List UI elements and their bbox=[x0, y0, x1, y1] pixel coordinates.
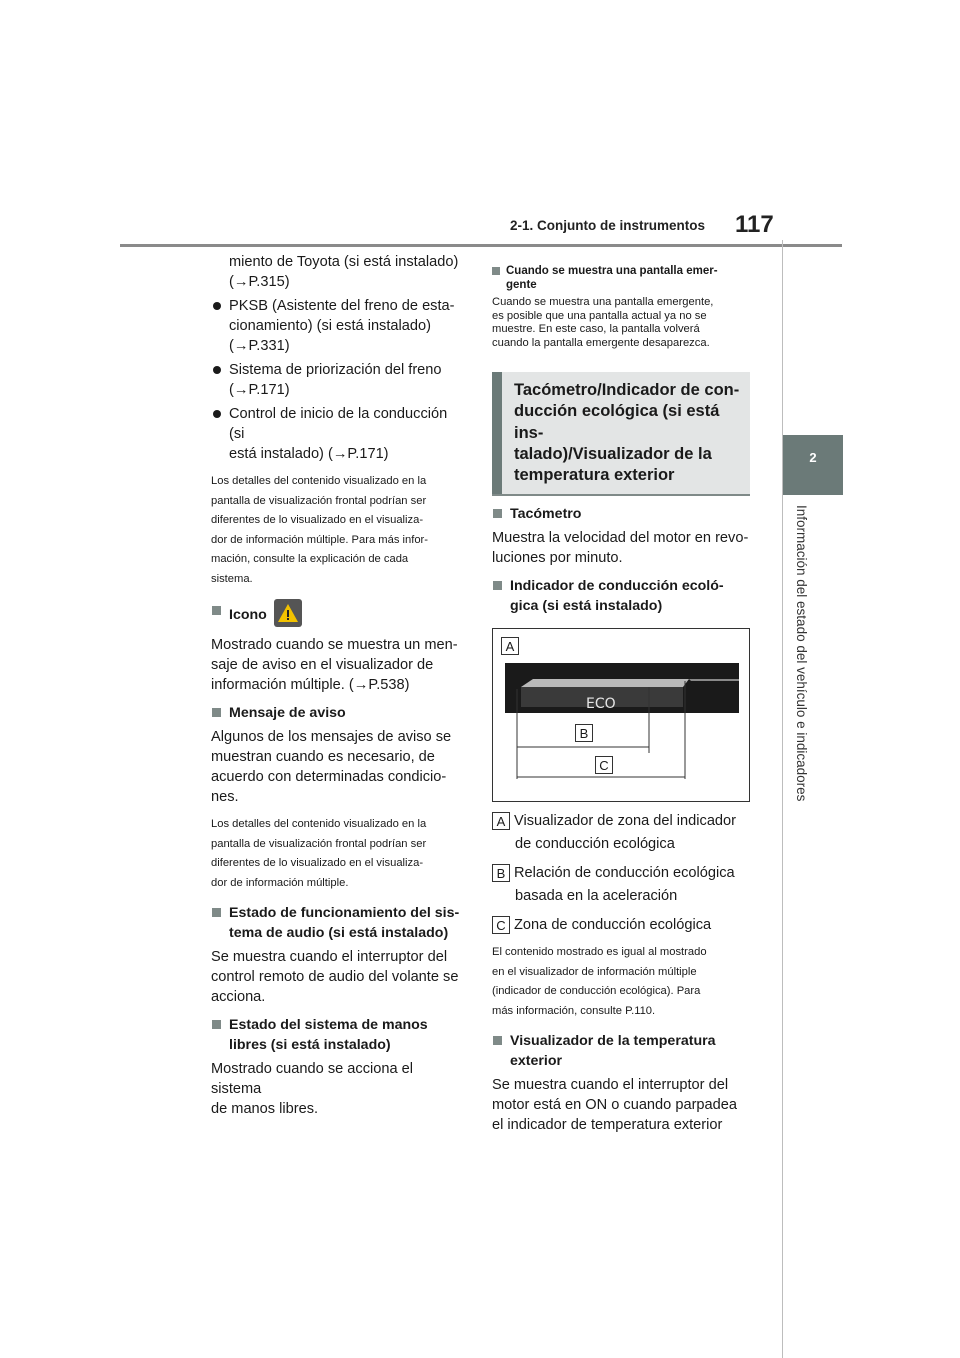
header-rule bbox=[120, 244, 842, 247]
heading-mensaje-aviso: Mensaje de aviso bbox=[211, 703, 466, 723]
eco-indicator-diagram bbox=[492, 628, 750, 802]
audio-body: Se muestra cuando el interruptor del control remoto de audio del volante se acciona. bbox=[211, 949, 459, 1005]
heading-popup: Cuando se muestra una pantalla emer- gente bbox=[492, 265, 752, 292]
aviso-body: Algunos de los mensajes de aviso se muestran cuando es necesario, de acuerdo con determinadas condicio- nes. bbox=[211, 729, 452, 805]
right-column bbox=[492, 265, 752, 1135]
heading-eco-indicator: Indicador de conducción ecoló- gica (si está instalado) bbox=[492, 576, 752, 616]
legend-item-c: C Zona de conducción ecológica bbox=[492, 914, 752, 937]
legend-item-b: B Relación de conducción ecológica basada en la aceleración bbox=[492, 862, 752, 908]
section-heading: 2-1. Conjunto de instrumentos bbox=[510, 218, 706, 233]
chapter-tab bbox=[783, 435, 843, 495]
continued-text: miento de Toyota (si está instalado) (→P.315) bbox=[229, 254, 459, 290]
chapter-title: Información del estado del vehículo e indicadores bbox=[794, 505, 809, 802]
bullet-pksb: PKSB (Asistente del freno de esta- cionamiento) (si está instalado) (→P.331) bbox=[211, 296, 466, 356]
outside-temp-body: Se muestra cuando el interruptor del motor está en ON o cuando parpadea el indicador de temperatura exterior bbox=[492, 1077, 738, 1134]
note-hud-details-2: Los detalles del contenido visualizado en la pantalla de visualización frontal podrían ser diferentes de lo visualizado en el visualiza- dor de información múltiple. bbox=[211, 818, 427, 889]
eco-text: ECO bbox=[586, 696, 616, 713]
chapter-number: 2 bbox=[809, 450, 817, 465]
heading-icono: Icono bbox=[211, 601, 466, 629]
tacometro-body: Muestra la velocidad del motor en revo- luciones por minuto. bbox=[492, 530, 749, 567]
bullet-brake-priority: Sistema de priorización del freno (→P.171) bbox=[211, 360, 466, 400]
left-column bbox=[211, 252, 466, 1119]
label-a: A bbox=[501, 637, 519, 655]
label-b: B bbox=[575, 724, 593, 742]
popup-body: Cuando se muestra una pantalla emergente, es posible que una pantalla actual ya no se muestre. En este caso, la pantalla volverá cuando la pantalla emergente desaparezca. bbox=[492, 296, 714, 349]
section-title-box: Tacómetro/Indicador de con- ducción ecológica (si está ins- talado)/Visualizador de la temperatura exterior bbox=[492, 372, 750, 494]
note-hud-details: Los detalles del contenido visualizado en la pantalla de visualización frontal podrían ser diferentes de lo visualizado en el visualiza- dor de información múltiple. Para más infor- mación, consulte la explicación de cada sistema. bbox=[211, 475, 429, 585]
note-eco-display: El contenido mostrado es igual al mostrado en el visualizador de información múltiple (indicador de conducción ecológica). Para más información, consulte P.110. bbox=[492, 946, 707, 1017]
section-title-rule bbox=[492, 494, 750, 496]
warning-icon bbox=[274, 599, 302, 627]
manos-body: Mostrado cuando se acciona el sistema de manos libres. bbox=[211, 1061, 414, 1117]
heading-audio: Estado de funcionamiento del sis- tema de audio (si está instalado) bbox=[211, 903, 466, 943]
side-divider bbox=[782, 240, 783, 1358]
page-number: 117 bbox=[735, 211, 774, 238]
icono-body: Mostrado cuando se muestra un men- saje de aviso en el visualizador de información múltiple. (→P.538) bbox=[211, 637, 458, 693]
label-c: C bbox=[595, 756, 613, 774]
eco-bar-illustration bbox=[493, 629, 749, 801]
heading-outside-temp: Visualizador de la temperatura exterior bbox=[492, 1031, 752, 1071]
diagram-legend bbox=[492, 810, 752, 937]
bullet-drive-start: Control de inicio de la conducción (si está instalado) (→P.171) bbox=[211, 404, 466, 464]
legend-item-a: A Visualizador de zona del indicador de conducción ecológica bbox=[492, 810, 752, 856]
heading-tacometro: Tacómetro bbox=[492, 504, 752, 524]
heading-manos-libres: Estado del sistema de manos libres (si está instalado) bbox=[211, 1015, 466, 1055]
